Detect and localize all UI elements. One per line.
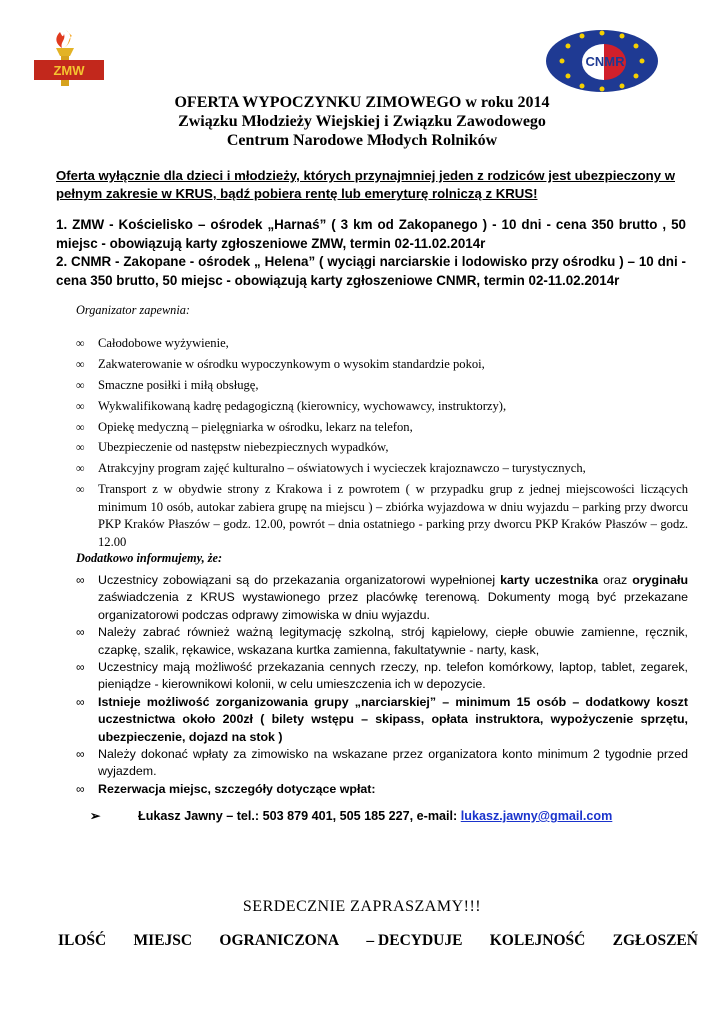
organizer-heading: Organizator zapewnia: — [76, 303, 190, 317]
infinity-bullet-icon: ∞ — [76, 573, 85, 587]
infinity-bullet-icon: ∞ — [76, 660, 85, 675]
list-item: ∞ Wykwalifikowaną kadrę pedagogiczną (kierownicy, wychowawcy, instruktorzy), — [76, 398, 688, 416]
list-item: ∞ Istnieje możliwość zorganizowania grupy „narciarskiej” – minimum 15 osób – dodatkowy koszt uczestnictwa około 200zł ( bilety wstępu – skipass, opłata instruktora, wypożyczenie sprzętu, ubezpieczenie, dojazd na stok ) — [76, 694, 688, 744]
infinity-bullet-icon: ∞ — [76, 694, 85, 709]
offers-section — [56, 216, 686, 290]
limited-places-notice: ILOŚĆ MIEJSC OGRANICZONA – DECYDUJE KOLEJNOŚĆ ZGŁOSZEŃ — [58, 932, 698, 949]
infinity-bullet-icon: ∞ — [76, 377, 85, 392]
list-item: ∞ Należy zabrać również ważną legitymację szkolną, strój kąpielowy, ciepłe obuwie zamienne, ręcznik, czapkę, szalik, rękawice, wskazana kurtka zamienna, fakultatywnie - narty, kask, — [76, 625, 688, 657]
infinity-bullet-icon: ∞ — [76, 747, 85, 762]
cnmr-logo — [544, 28, 660, 94]
list-item: ∞ Opiekę medyczną – pielęgniarka w ośrodku, lekarz na telefon, — [76, 419, 688, 437]
contact-line — [90, 808, 612, 823]
list-item: ∞ Rezerwacja miejsc, szczegóły dotyczące wpłat: — [76, 781, 688, 798]
organizer-list — [76, 335, 688, 555]
document-title: OFERTA WYPOCZYNKU ZIMOWEGO w roku 2014 — [174, 94, 550, 111]
offer-zmw: 1. ZMW - Kościelisko – ośrodek „Harnaś” ( 3 km od Zakopanego ) - 10 dni - cena 350 brutto , 50 miejsc - obowiązują karty zgłoszeniowe ZMW, termin 02-11.02.2014r — [56, 217, 686, 251]
infinity-bullet-icon: ∞ — [76, 440, 85, 455]
arrow-bullet-icon: ➢ — [90, 809, 101, 823]
infinity-bullet-icon: ∞ — [76, 419, 85, 434]
cnmr-logo-text: CNMR — [585, 54, 625, 69]
additional-info-list — [76, 572, 688, 798]
additional-info-heading: Dodatkowo informujemy, że: — [76, 551, 223, 565]
zmw-logo — [30, 26, 108, 96]
list-item: ∞ Zakwaterowanie w ośrodku wypoczynkowym o wysokim standardzie pokoi, — [76, 356, 688, 374]
infinity-bullet-icon: ∞ — [76, 398, 85, 413]
organization-line-2: Centrum Narodowe Młodych Rolników — [226, 132, 498, 149]
infinity-bullet-icon: ∞ — [76, 625, 85, 640]
list-item: ∞ Atrakcyjny program zajęć kulturalno – oświatowych i wycieczek krajoznawczo – turystycznych, — [76, 460, 688, 478]
infinity-bullet-icon: ∞ — [76, 781, 85, 796]
email-link[interactable]: lukasz.jawny@gmail.com — [460, 809, 613, 823]
eligibility-notice: Oferta wyłącznie dla dzieci i młodzieży, których przynajmniej jeden z rodziców jest ubezpieczony w pełnym zakresie w KRUS, bądź pobiera rentę lub emeryturę rolniczą z KRUS! — [56, 168, 675, 201]
list-item: ∞ Uczestnicy zobowiązani są do przekazania organizatorowi wypełnionej karty uczestnika oraz oryginału zaświadczenia z KRUS wystawionego przez placówkę terenową. Dokumenty mogą być przekazane organizatorowi podczas odprawy zimowiska w dniu wyjazdu. — [76, 573, 689, 622]
organization-line-1: Związku Młodzieży Wiejskiej i Związku Zawodowego — [178, 113, 546, 130]
infinity-bullet-icon: ∞ — [76, 482, 85, 497]
contact-text: Łukasz Jawny – tel.: 503 879 401, 505 185 227, e-mail: — [138, 809, 461, 823]
infinity-bullet-icon: ∞ — [76, 336, 85, 350]
list-item: ∞ Transport z w obydwie strony z Krakowa i z powrotem ( w przypadku grup z jednej miejscowości liczących minimum 10 osób, autokar zabiera grupę na miejscu ) – zbiórka wyjazdowa w dniu wyjazdu – parking przy dworcu PKP Kraków Płaszów – godz. 12.00, powrót – dnia ostatniego - parking przy dworcu PKP Kraków Płaszów – godz. 12.00 — [76, 482, 688, 549]
list-item: ∞ Całodobowe wyżywienie, — [76, 335, 688, 353]
offer-cnmr: 2. CNMR - Zakopane - ośrodek „ Helena” ( wyciągi narciarskie i lodowisko przy ośrodku ) – 10 dni - cena 350 brutto, 50 miejsc - obowiązują karty zgłoszeniowe CNMR, termin 02-11.02.2014r — [56, 254, 686, 288]
list-item: ∞ Smaczne posiłki i miłą obsługę, — [76, 377, 688, 395]
invitation-text: SERDECZNIE ZAPRASZAMY!!! — [242, 898, 482, 915]
infinity-bullet-icon: ∞ — [76, 461, 85, 476]
infinity-bullet-icon: ∞ — [76, 356, 85, 371]
list-item: ∞ Uczestnicy mają możliwość przekazania cennych rzeczy, np. telefon komórkowy, laptop, tablet, zegarek, pieniądze - kierownikowi kolonii, w celu umieszczenia ich w depozycie. — [76, 660, 688, 692]
list-item: ∞ Należy dokonać wpłaty za zimowisko na wskazane przez organizatora konto minimum 2 tygodnie przed wyjazdem. — [76, 747, 688, 779]
zmw-logo-text: ZMW — [53, 63, 85, 78]
list-item: ∞ Ubezpieczenie od następstw niebezpiecznych wypadków, — [76, 439, 688, 457]
